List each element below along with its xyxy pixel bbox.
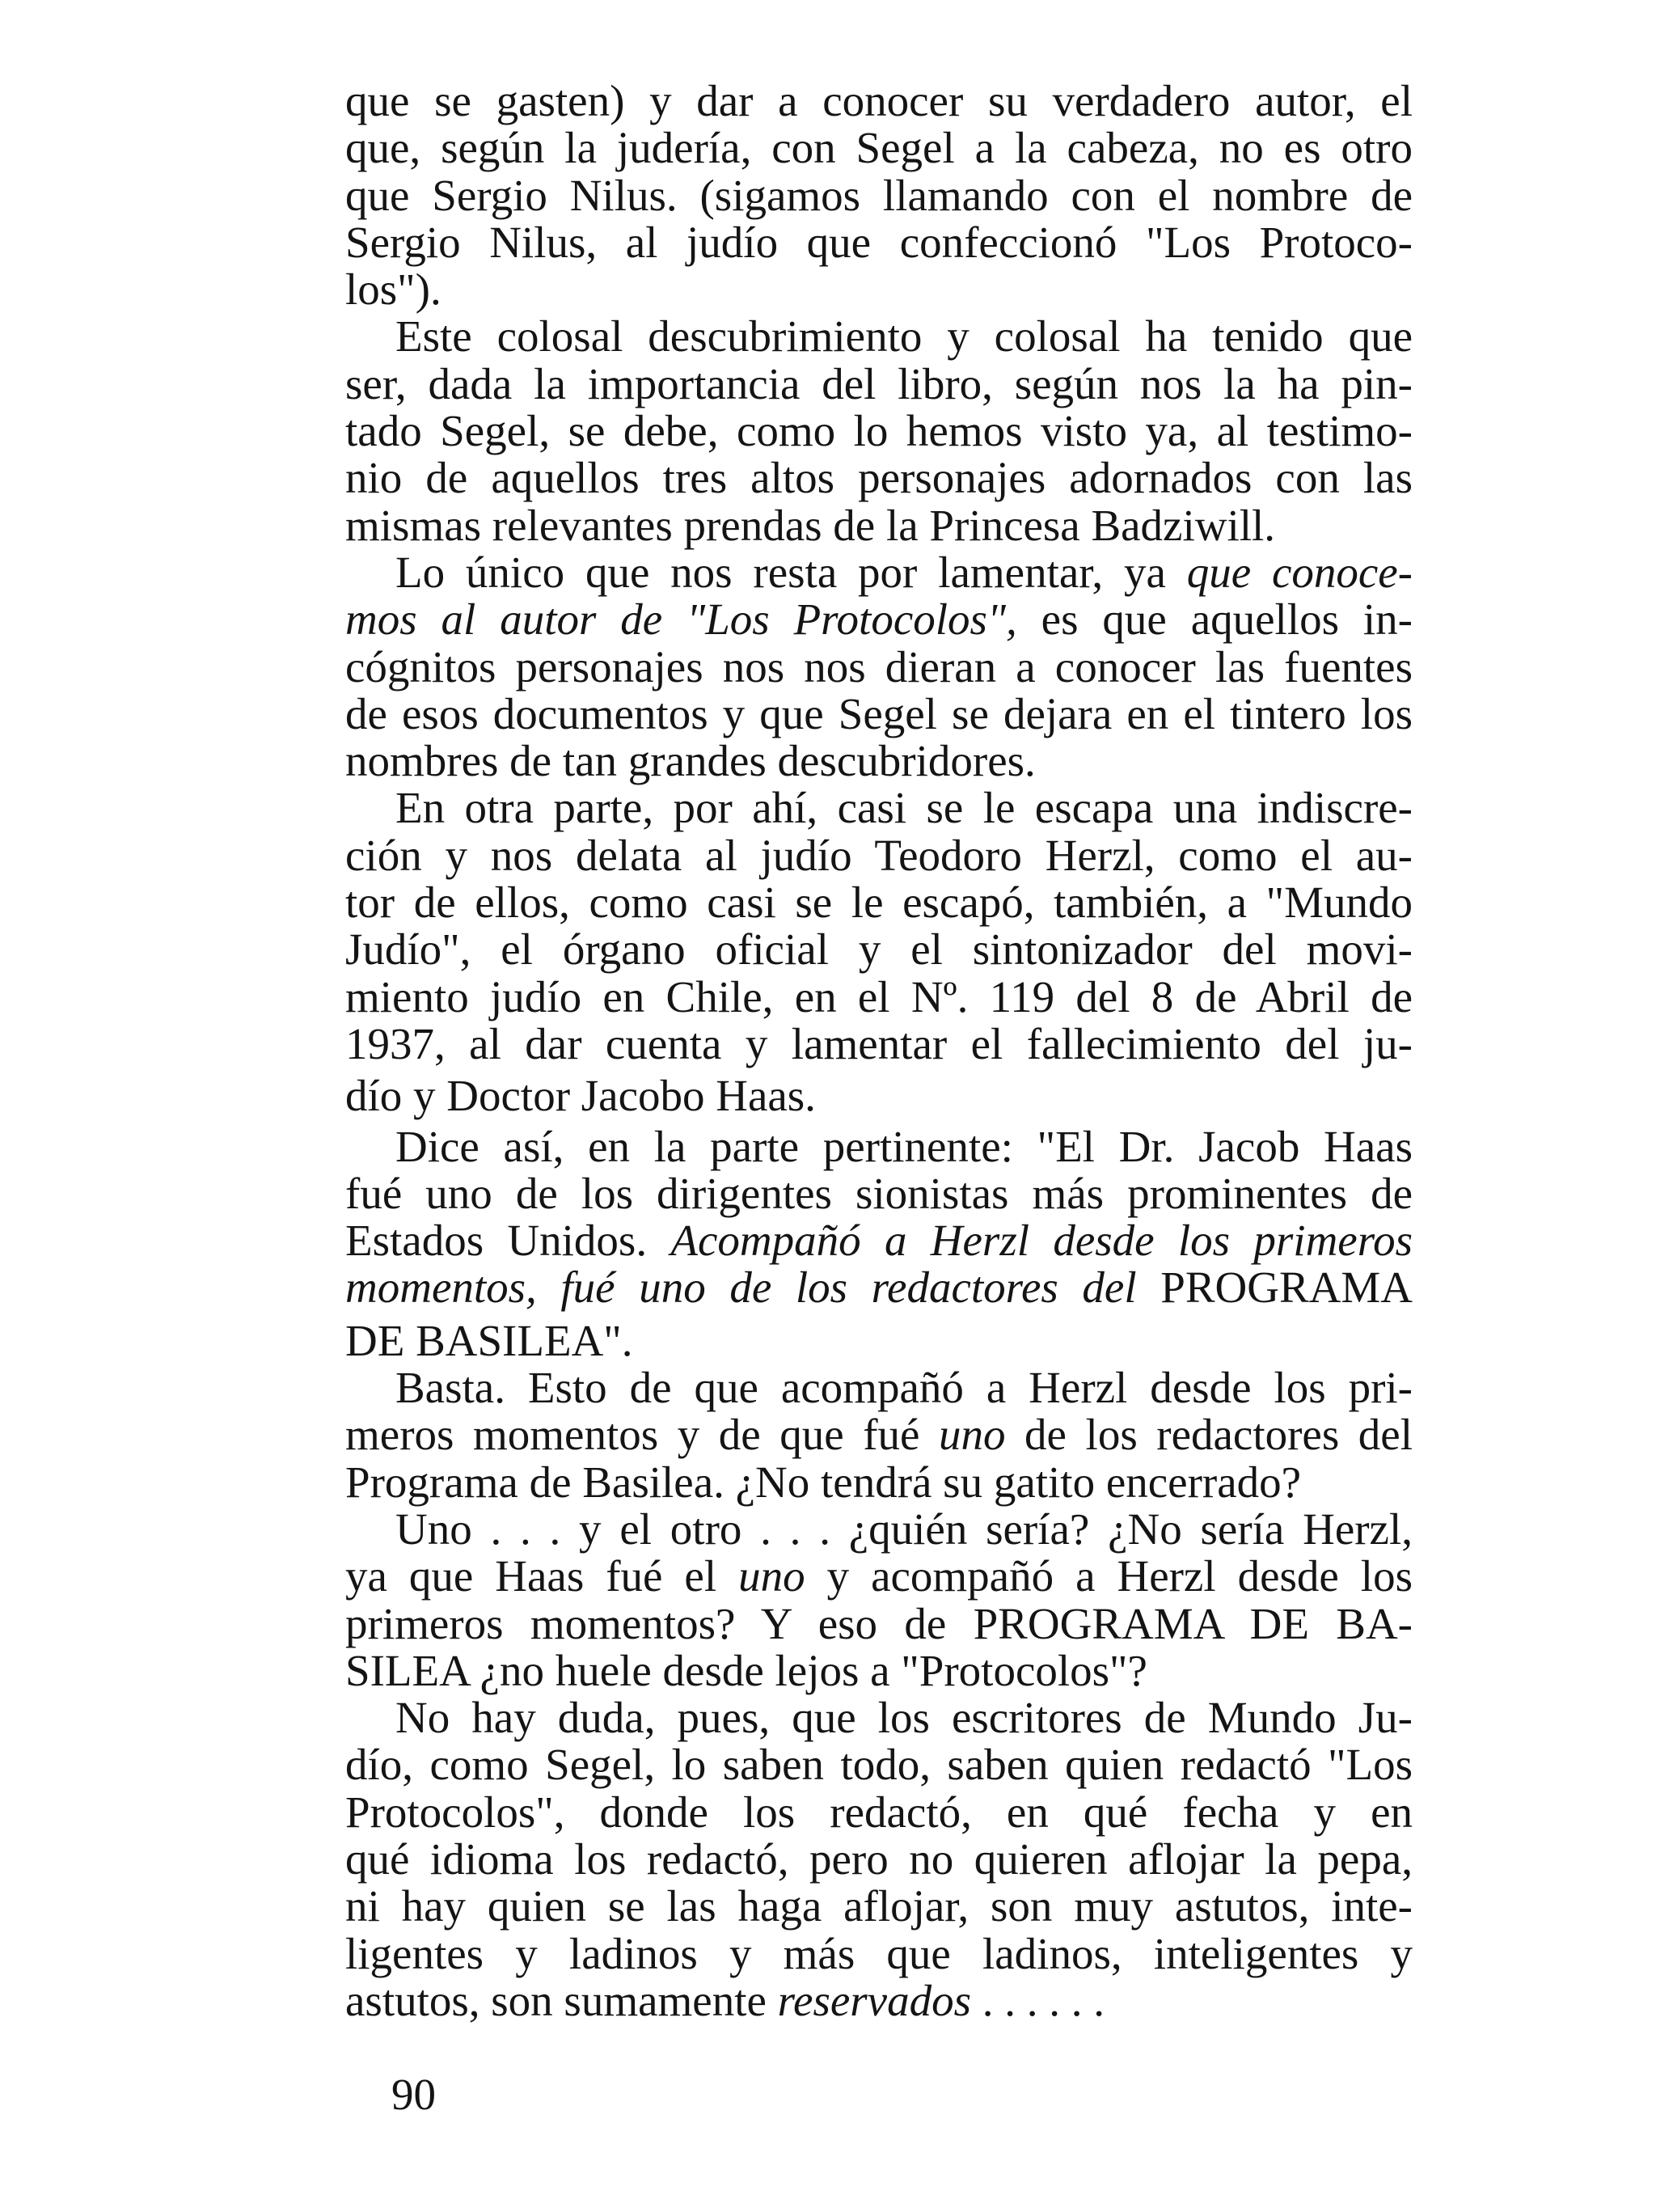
text-line bbox=[345, 1072, 1413, 1119]
text-segment: fué uno de los dirigentes sionistas más prominentes de bbox=[345, 1168, 1413, 1218]
body-text bbox=[345, 78, 1413, 2024]
text-segment: . . . . . . bbox=[970, 1975, 1105, 2025]
text-line bbox=[345, 455, 1413, 501]
text-line bbox=[345, 785, 1413, 831]
text-line bbox=[345, 1170, 1413, 1217]
text-line bbox=[345, 641, 1413, 692]
text-segment: En otra parte, por ahí, casi se le escapa una indiscre- bbox=[395, 783, 1413, 833]
text-line bbox=[345, 1506, 1413, 1553]
text-segment: primeros momentos? Y eso de PROGRAMA DE BA- bbox=[345, 1598, 1413, 1648]
text-segment: es que aquellos in- bbox=[1016, 594, 1413, 645]
text-line bbox=[345, 1217, 1413, 1264]
text-segment: Basta. Esto de que acompañó a Herzl desde los pri- bbox=[395, 1363, 1413, 1413]
text-segment: que se gasten) y dar a conocer su verdadero autor, el bbox=[345, 76, 1413, 125]
text-segment: qué idioma los redactó, pero no quieren aflojar la pepa, bbox=[345, 1833, 1413, 1884]
text-segment: cógnitos personajes nos nos dieran a conocer las fuentes bbox=[345, 641, 1413, 692]
text-line bbox=[345, 1883, 1413, 1930]
text-segment: Uno . . . y el otro . . . ¿quién sería? ¿No sería Herzl, bbox=[395, 1504, 1413, 1554]
text-segment: tado Segel, se debe, como lo hemos visto ya, al testimo- bbox=[345, 406, 1413, 456]
text-segment: ción y nos delata al judío Teodoro Herzl, como el au- bbox=[345, 830, 1413, 880]
text-segment: ligentes y ladinos y más que ladinos, inteligentes y bbox=[345, 1928, 1413, 1978]
text-segment: Este colosal descubrimiento y colosal ha tenido que bbox=[395, 311, 1413, 362]
text-line bbox=[345, 172, 1413, 219]
paragraph bbox=[345, 1364, 1413, 1506]
text-segment: y acompañó a Herzl desde los bbox=[805, 1551, 1413, 1601]
text-line bbox=[345, 1317, 1413, 1364]
paragraph bbox=[345, 1694, 1413, 2024]
text-line bbox=[345, 1647, 1413, 1694]
text-segment: ni hay quien se las haga aflojar, son muy astutos, inte- bbox=[345, 1881, 1413, 1931]
text-line bbox=[345, 78, 1413, 125]
paragraph bbox=[345, 313, 1413, 548]
text-line bbox=[345, 1833, 1413, 1884]
paragraph bbox=[345, 785, 1413, 1119]
text-line bbox=[345, 1411, 1413, 1458]
paragraph bbox=[345, 78, 1413, 313]
text-line bbox=[345, 1741, 1413, 1788]
text-line bbox=[345, 1928, 1413, 1978]
italic-text: uno bbox=[939, 1410, 1006, 1460]
text-line bbox=[345, 971, 1413, 1021]
text-line bbox=[345, 408, 1413, 455]
paragraph bbox=[345, 1123, 1413, 1364]
italic-text: Acompañó a Herzl desde los primeros bbox=[670, 1216, 1413, 1266]
text-line bbox=[345, 1123, 1413, 1170]
text-segment: ya que Haas fué el bbox=[345, 1551, 739, 1601]
text-line bbox=[345, 125, 1413, 171]
text-segment: Judío", el órgano oficial y el sintonizador del movi- bbox=[345, 924, 1413, 975]
text-segment: ser, dada la importancia del libro, según nos la ha pin- bbox=[345, 358, 1413, 408]
italic-text: momentos, fué uno de los redactores del bbox=[345, 1262, 1137, 1313]
text-segment: dío y Doctor Jacobo Haas. bbox=[345, 1071, 816, 1121]
text-line bbox=[345, 926, 1413, 973]
text-segment: que, según la judería, con Segel a la cabeza, no es otro bbox=[345, 123, 1413, 173]
text-segment: Dice así, en la parte pertinente: "El Dr. Jacob Haas bbox=[395, 1121, 1413, 1171]
text-segment: Protocolos", donde los redactó, en qué fecha y en bbox=[345, 1787, 1413, 1837]
text-line bbox=[345, 879, 1413, 926]
text-segment: nombres de tan grandes descubridores. bbox=[345, 736, 1036, 786]
text-line bbox=[345, 596, 1413, 643]
text-line bbox=[345, 549, 1413, 596]
text-line bbox=[345, 738, 1413, 785]
text-line bbox=[345, 358, 1413, 408]
text-segment: que Sergio Nilus. (sigamos llamando con el nombre de bbox=[345, 170, 1413, 220]
text-segment: de los redactores del bbox=[1005, 1410, 1413, 1460]
text-line bbox=[345, 1598, 1413, 1648]
text-line bbox=[345, 1364, 1413, 1411]
text-segment: los"). bbox=[345, 264, 441, 315]
text-segment: Programa de Basilea. ¿No tendrá su gatito encerrado? bbox=[345, 1457, 1302, 1507]
text-segment: astutos, son sumamente bbox=[345, 1975, 778, 2025]
paragraph bbox=[345, 1506, 1413, 1694]
text-line bbox=[345, 313, 1413, 360]
text-line bbox=[345, 1018, 1413, 1068]
italic-text: mos al autor de "Los Protocolos", bbox=[345, 594, 1017, 645]
page-number: 90 bbox=[391, 2070, 436, 2119]
paragraph bbox=[345, 549, 1413, 785]
text-segment: 1937, al dar cuenta y lamentar el fallecimiento del ju- bbox=[345, 1018, 1413, 1068]
italic-text: que conoce- bbox=[1186, 547, 1413, 597]
text-segment: DE BASILEA". bbox=[345, 1315, 633, 1365]
text-segment: meros momentos y de que fué bbox=[345, 1410, 939, 1460]
text-segment: tor de ellos, como casi se le escapó, también, a "Mundo bbox=[345, 878, 1413, 928]
text-line bbox=[345, 1459, 1413, 1506]
text-line bbox=[345, 1789, 1413, 1836]
text-line bbox=[345, 266, 1413, 313]
text-segment: Estados Unidos. bbox=[345, 1216, 671, 1266]
text-line bbox=[345, 688, 1413, 738]
italic-text: uno bbox=[738, 1551, 805, 1601]
text-segment: Lo único que nos resta por lamentar, ya bbox=[395, 547, 1187, 597]
text-line bbox=[345, 219, 1413, 266]
text-segment: miento judío en Chile, en el Nº. 119 del 8 de Abril de bbox=[345, 971, 1413, 1021]
italic-text: reservados bbox=[777, 1975, 971, 2025]
text-segment: mismas relevantes prendas de la Princesa Badziwill. bbox=[345, 500, 1276, 550]
text-segment: Sergio Nilus, al judío que confeccionó "Los Protoco- bbox=[345, 217, 1413, 267]
text-line bbox=[345, 502, 1413, 549]
text-line bbox=[345, 832, 1413, 879]
text-line bbox=[345, 1553, 1413, 1600]
text-line bbox=[345, 1264, 1413, 1311]
text-line bbox=[345, 1977, 1413, 2024]
text-segment: PROGRAMA bbox=[1136, 1262, 1413, 1313]
text-line bbox=[345, 1694, 1413, 1741]
text-segment: nio de aquellos tres altos personajes adornados con las bbox=[345, 453, 1413, 503]
text-segment: SILEA ¿no huele desde lejos a "Protocolos"? bbox=[345, 1645, 1147, 1695]
text-segment: dío, como Segel, lo saben todo, saben quien redactó "Los bbox=[345, 1740, 1413, 1790]
text-segment: de esos documentos y que Segel se dejara en el tintero los bbox=[345, 688, 1413, 738]
text-segment: No hay duda, pues, que los escritores de Mundo Ju- bbox=[395, 1693, 1413, 1743]
